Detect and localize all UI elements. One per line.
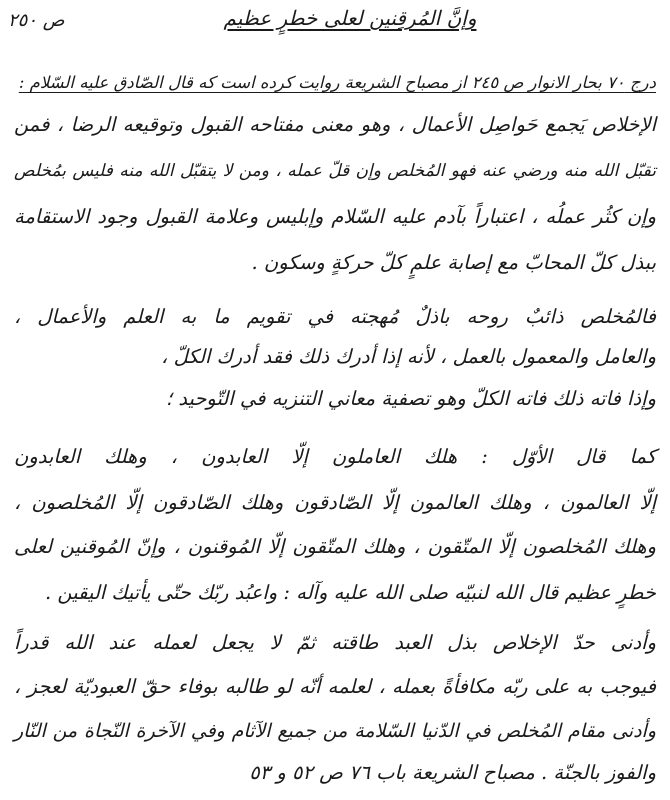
- text-line: وأدنى حدّ الإخلاص بذل العبد طاقته ثمّ لا يجعل لعمله عند الله قدراً: [14, 631, 656, 654]
- text-line: وأدنى مقام المُخلص في الدّنيا السّلامة من جميع الآثام وفي الآخرة النّجاة من النّار: [14, 720, 656, 742]
- text-line: تقبّل الله منه ورضي عنه فهو المُخلص وإن قلّ عمله ، ومن لا يتقبّل الله منه فليس بمُخلص: [14, 161, 656, 181]
- text-line: وإن كثُر عملُه ، اعتباراً بآدم عليه السّلام وإبليس وعلامة القبول وجود الاستقامة: [14, 205, 656, 228]
- text-line: خطرٍ عظيم قال الله لنبيّه صلى الله عليه وآله : واعبُد ربّك حتّى يأتيك اليقين .: [44, 581, 656, 604]
- text-line: ببذل كلّ المحابّ مع إصابة علمٍ كلّ حركةٍ وسكون .: [251, 251, 656, 274]
- text-line: إلّا العالمون ، وهلك العالمون إلّا الصّادقون وهلك الصّادقون إلّا المُخلصون ،: [14, 491, 656, 514]
- text-line: والعامل والمعمول بالعمل ، لأنه إذا أدرك ذلك فقد أدرك الكلّ ،: [161, 345, 656, 368]
- text-line: وإذا فاته ذلك فاته الكلّ وهو تصفية معاني التنزيه في التّوحيد ؛: [165, 387, 656, 410]
- text-line: درج ٧٠ بحار الانوار ص ٢٤٥ از مصباح الشريعة روايت كرده است كه قال الصّادق عليه السّلام :: [18, 73, 656, 92]
- text-line: كما قال الأوّل : هلك العاملون إلّا العابدون ، وهلك العابدون: [14, 445, 656, 468]
- text-line: فيوجب به على ربّه مكافأةً بعمله ، لعلمه أنّه لو طالبه بوفاء حقّ العبوديّة لعجز ،: [14, 675, 656, 698]
- text-line: الإخلاص يَجمع حَواصِل الأعمال ، وهو معنى مفتاحه القبول وتوقيعه الرضا ، فمن: [14, 113, 656, 136]
- text-line: فالمُخلص ذائبٌ روحه باذلٌ مُهجته في تقويم ما به العلم والأعمال ،: [14, 305, 656, 328]
- page-number: ص ٢٥٠: [8, 10, 65, 31]
- text-line: وهلك المُخلصون إلّا المتّقون ، وهلك المتّقون إلّا المُوقنون ، وإنّ المُوقنين لعلى: [14, 535, 656, 558]
- page-heading: وإنَّ المُرقِنين لعلى خطرٍ عظيم: [223, 6, 477, 30]
- text-line: والفوز بالجنّة . مصباح الشريعة باب ٧٦ ص ٥٢ و ٥٣: [249, 761, 656, 784]
